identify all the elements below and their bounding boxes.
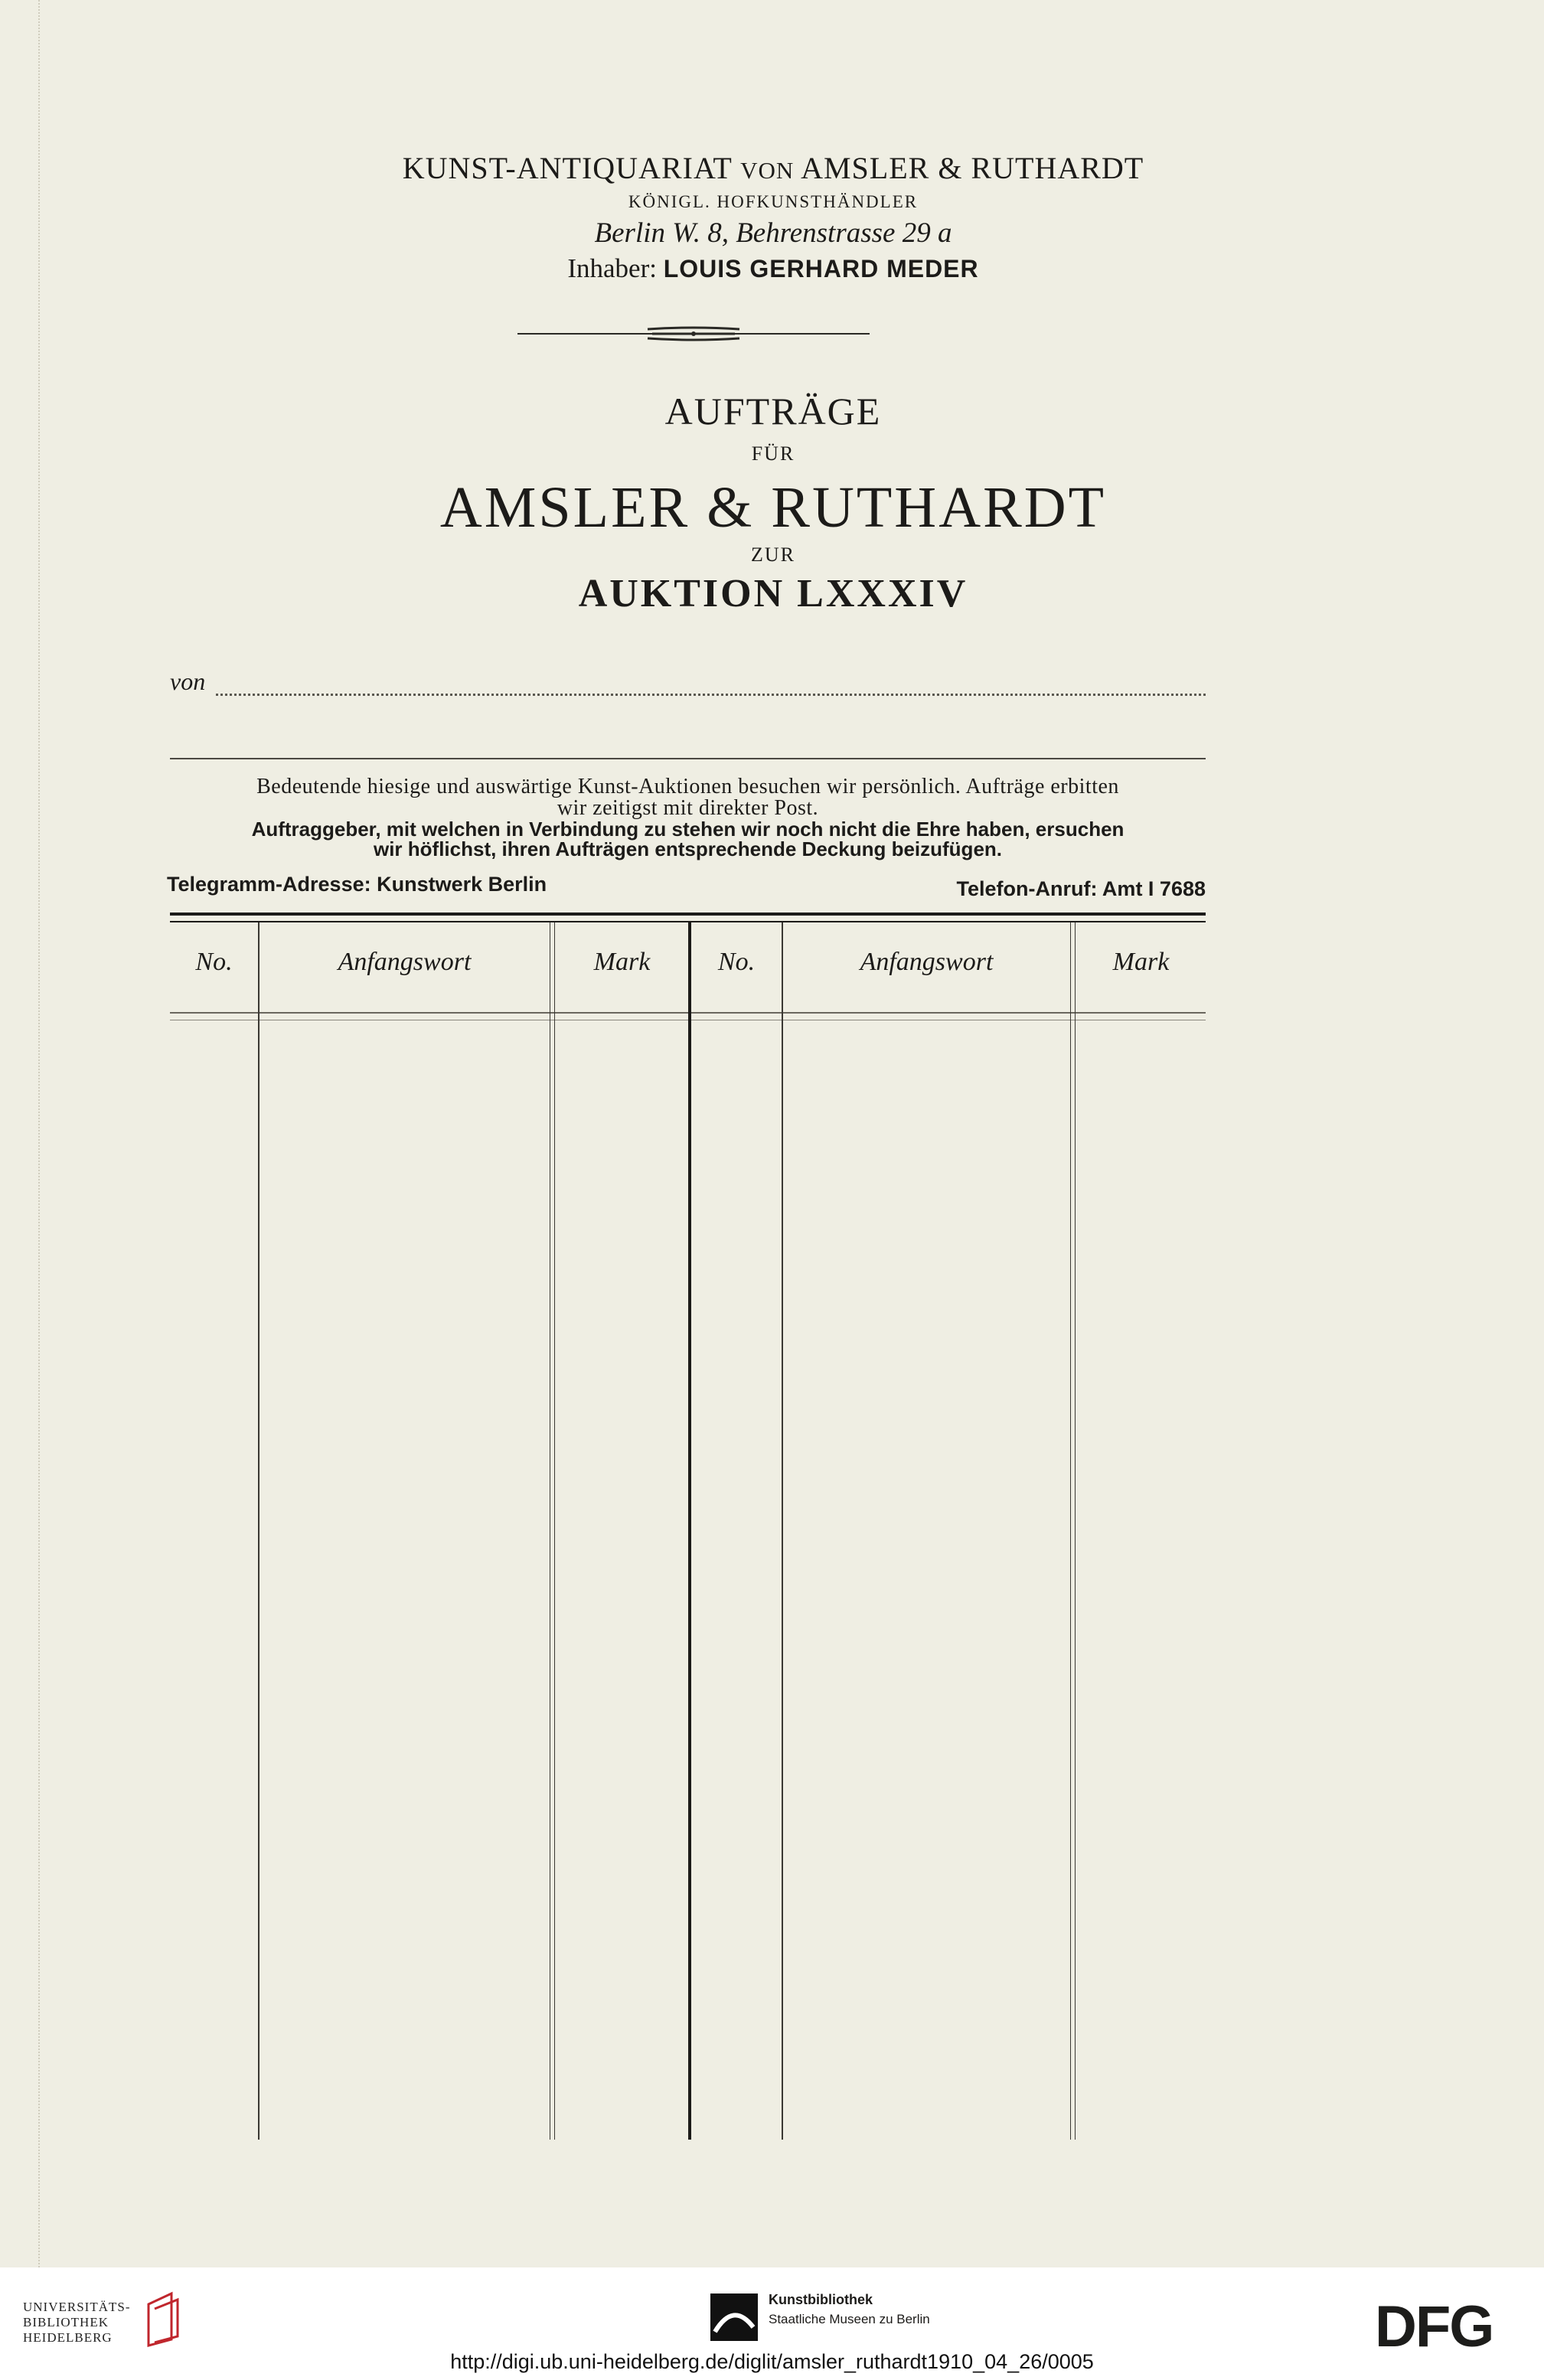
info-line-1: Bedeutende hiesige und auswärtige Kunst-Auktionen besuchen wir persönlich. Aufträge erbitten — [256, 775, 1119, 798]
von-label: von — [170, 668, 206, 695]
info-bold-line-2: wir höflichst, ihren Aufträgen entsprechende Deckung beizufügen. — [373, 837, 1003, 860]
ornament-divider — [517, 325, 870, 343]
title-firm: AMSLER & RUTHARDT — [439, 475, 1107, 540]
owner-line — [161, 253, 1386, 284]
title-zur: ZUR — [751, 544, 795, 566]
separator-rule — [170, 758, 1206, 759]
firm-name — [161, 150, 1386, 186]
telephone-number: Telefon-Anruf: Amt I 7688 — [956, 877, 1206, 900]
owner-name: LOUIS GERHARD MEDER — [663, 255, 979, 282]
kunstbibliothek-subtitle: Staatliche Museen zu Berlin — [769, 2312, 930, 2326]
column-header-no: No. — [717, 948, 756, 976]
title-fuer: FÜR — [751, 442, 795, 465]
title-auction: AUKTION LXXXIV — [578, 572, 968, 615]
ub-line-3: HEIDELBERG — [23, 2330, 113, 2345]
source-url[interactable]: http://digi.ub.uni-heidelberg.de/diglit/amsler_ruthardt1910_04_26/0005 — [450, 2350, 1094, 2373]
column-header-mark: Mark — [593, 948, 651, 976]
info-bold-paragraph — [170, 819, 1206, 859]
von-fill-line[interactable] — [216, 694, 1206, 696]
firm-address: Berlin W. 8, Behrenstrasse 29 a — [594, 217, 952, 249]
firm-name-part-b: AMSLER & RUTHARDT — [801, 151, 1144, 185]
table-column-divider — [554, 922, 555, 2140]
title-auftraege: AUFTRÄGE — [664, 390, 882, 433]
kunstbibliothek-name: Kunstbibliothek — [769, 2292, 873, 2307]
table-column-divider — [258, 922, 260, 2140]
telegram-address: Telegramm-Adresse: Kunstwerk Berlin — [167, 873, 547, 896]
ub-heidelberg-mark-icon — [141, 2289, 187, 2349]
column-header-anfangswort: Anfangswort — [860, 948, 994, 976]
column-header-no: No. — [195, 948, 233, 976]
table-column-divider — [1070, 922, 1071, 2140]
firm-name-von: VON — [740, 157, 795, 184]
purveyor-title: KÖNIGL. HOFKUNSTHÄNDLER — [628, 192, 919, 211]
table-top-rule — [170, 912, 1206, 916]
dfg-logo: DFG — [1375, 2294, 1493, 2359]
info-paragraph — [170, 776, 1206, 819]
table-center-divider — [688, 922, 691, 2140]
column-header-anfangswort: Anfangswort — [338, 948, 472, 976]
table-column-divider — [782, 922, 783, 2140]
info-line-2: wir zeitigst mit direkter Post. — [557, 796, 819, 820]
table-column-divider — [1075, 922, 1076, 2140]
info-bold-line-1: Auftraggeber, mit welchen in Verbindung zu stehen wir noch nicht die Ehre haben, ersuchen — [251, 818, 1125, 841]
owner-label: Inhaber: — [567, 253, 657, 283]
ub-heidelberg-logo — [23, 2300, 131, 2346]
ub-line-1: UNIVERSITÄTS- — [23, 2300, 131, 2314]
kunstbibliothek-mark-icon — [710, 2293, 758, 2341]
column-header-mark: Mark — [1112, 948, 1170, 976]
binding-edge — [17, 0, 40, 2267]
firm-name-part-a: KUNST-ANTIQUARIAT — [402, 151, 733, 185]
ub-line-2: BIBLIOTHEK — [23, 2315, 109, 2329]
